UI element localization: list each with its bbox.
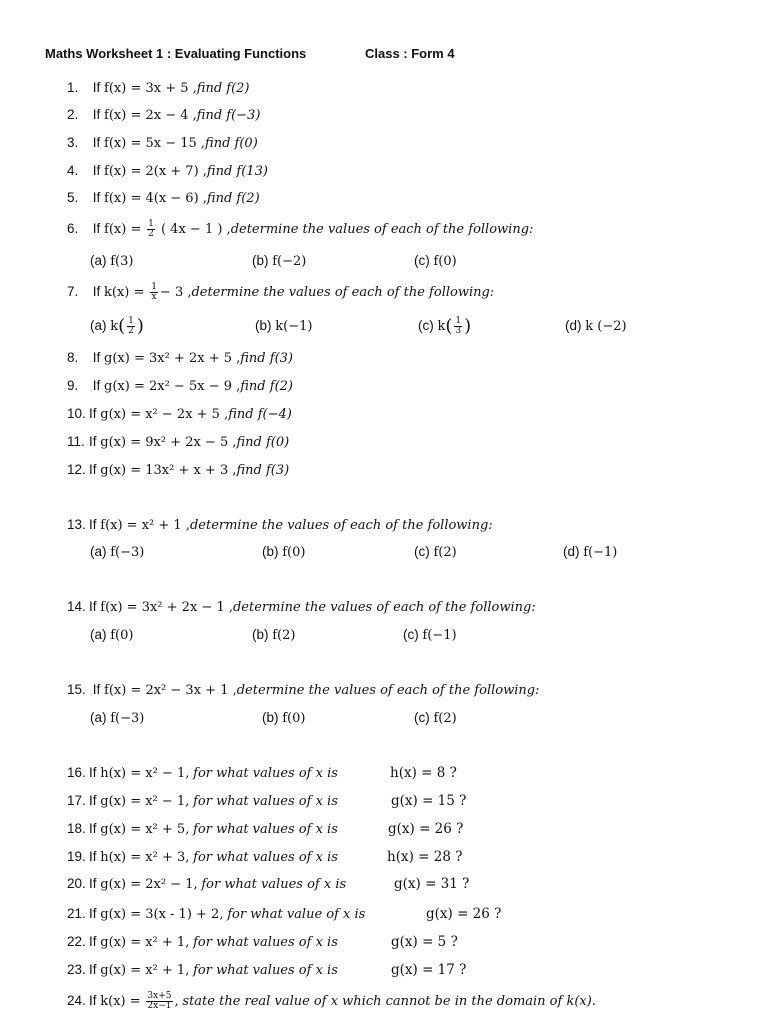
- question-number: 20.: [67, 876, 86, 891]
- question-8: [67, 349, 293, 368]
- part-label: (c): [414, 544, 434, 559]
- question-prefix: If: [92, 190, 105, 205]
- question-number: 12.: [67, 462, 86, 477]
- part-expression: k (−2): [585, 319, 627, 334]
- fraction: [454, 317, 462, 336]
- part-expression: f(−1): [422, 628, 457, 643]
- question-prefix: If: [92, 378, 105, 393]
- question-12: [67, 461, 289, 480]
- question-prefix: If: [89, 599, 101, 614]
- fraction-numerator: 1: [148, 219, 154, 229]
- question-22: [67, 933, 338, 952]
- question-prefix: If: [92, 107, 105, 122]
- question-number: 9.: [67, 378, 79, 393]
- question-expression: f(x) = 2x² − 3x + 1 ,: [104, 683, 237, 698]
- question-number: 7.: [67, 284, 79, 300]
- part-label: (c): [414, 710, 434, 725]
- fraction: [146, 992, 172, 1011]
- question-17: [67, 792, 338, 811]
- question-expression-rest: − 3 ,: [159, 285, 192, 301]
- question-7: [67, 283, 494, 302]
- question-prefix: If: [89, 765, 101, 780]
- question-expression: g(x) = 3(x - 1) + 2,: [100, 907, 224, 922]
- question-prefix: If: [89, 849, 101, 864]
- part-expression: f(2): [433, 545, 457, 560]
- part-c: [403, 626, 457, 645]
- question-expression: f(x) =: [104, 222, 142, 238]
- part-expression: f(2): [272, 628, 296, 643]
- fraction-denominator: 2: [148, 229, 154, 239]
- question-1: [67, 79, 250, 98]
- question-expression: g(x) = 9x² + 2x − 5 ,: [100, 435, 237, 450]
- question-prefix: If: [89, 793, 101, 808]
- question-instruction: for what values of x is: [193, 794, 338, 809]
- question-number: 21.: [67, 906, 86, 921]
- part-b: [252, 626, 295, 645]
- question-16-condition: h(x) = 8 ?: [390, 765, 457, 781]
- part-expression: f(0): [110, 628, 134, 643]
- question-20: [67, 875, 346, 894]
- question-14: [67, 598, 536, 617]
- fraction-denominator: 3: [455, 326, 462, 336]
- fraction-denominator: 2: [128, 326, 134, 336]
- question-prefix: If: [92, 163, 105, 178]
- question-5: [67, 189, 260, 208]
- fraction-numerator: 1: [151, 282, 157, 292]
- part-b: [252, 252, 306, 271]
- part-label: (d): [563, 544, 584, 559]
- question-number: 14.: [67, 599, 86, 614]
- question-22-condition: g(x) = 5 ?: [391, 934, 458, 950]
- question-21: [67, 905, 365, 924]
- question-9: [67, 377, 293, 396]
- question-expression: f(x) = 3x + 5 ,: [104, 81, 197, 96]
- question-number: 24.: [67, 993, 86, 1009]
- question-expression: g(x) = x² − 1,: [100, 794, 190, 809]
- part-expression: k: [110, 319, 119, 335]
- question-3: [67, 134, 258, 153]
- part-c: [414, 252, 457, 271]
- part-b: [262, 709, 305, 728]
- question-number: 16.: [67, 765, 86, 780]
- part-a: [90, 709, 144, 728]
- left-paren: (: [445, 315, 453, 337]
- fraction-denominator: 2x−1: [147, 1001, 172, 1011]
- question-prefix: If: [92, 221, 105, 237]
- part-a: [90, 317, 144, 336]
- question-number: 18.: [67, 821, 86, 836]
- part-c: [414, 709, 457, 728]
- question-instruction: for what values of x is: [193, 963, 338, 978]
- question-expression: f(x) = 5x − 15 ,: [104, 136, 206, 151]
- part-label: (b): [262, 544, 283, 559]
- question-prefix: If: [89, 462, 101, 477]
- question-4: [67, 162, 268, 181]
- question-expression-rest: ,: [174, 994, 179, 1010]
- part-a: [90, 543, 144, 562]
- question-18: [67, 820, 338, 839]
- question-number: 6.: [67, 221, 79, 237]
- question-instruction: for what value of x is: [227, 907, 366, 922]
- question-instruction: for what values of x is: [193, 850, 338, 865]
- part-expression: k: [437, 319, 446, 335]
- question-19-condition: h(x) = 28 ?: [387, 849, 463, 865]
- question-prefix: If: [92, 284, 105, 300]
- question-prefix: If: [89, 876, 101, 891]
- question-number: 17.: [67, 793, 86, 808]
- part-expression: k(−1): [275, 319, 313, 334]
- question-instruction: state the real value of x which cannot be in the domain of k(x).: [182, 994, 596, 1010]
- part-a: [90, 252, 133, 271]
- part-label: (b): [252, 627, 273, 642]
- question-instruction: for what values of x is: [193, 766, 338, 781]
- question-number: 15.: [67, 682, 86, 697]
- question-instruction: determine the values of each of the following:: [191, 285, 495, 301]
- part-label: (a): [90, 544, 111, 559]
- part-expression: f(−3): [110, 711, 145, 726]
- left-paren: (: [118, 315, 126, 337]
- fraction-denominator: x: [151, 292, 157, 302]
- question-expression-rest: ( 4x − 1 ) ,: [156, 222, 231, 238]
- question-expression: k(x) =: [100, 994, 141, 1010]
- part-label: (c): [403, 627, 423, 642]
- question-24: [67, 992, 596, 1011]
- part-expression: f(2): [433, 711, 457, 726]
- part-d: [565, 317, 627, 336]
- part-expression: f(−2): [272, 254, 307, 269]
- question-instruction: find f(0): [236, 435, 290, 450]
- question-10: [67, 405, 292, 424]
- question-16: [67, 764, 338, 783]
- question-expression: g(x) = 2x² − 1,: [100, 877, 198, 892]
- question-expression: h(x) = x² + 3,: [100, 850, 190, 865]
- question-number: 3.: [67, 135, 79, 150]
- question-instruction: determine the values of each of the following:: [232, 600, 536, 615]
- part-expression: f(−1): [583, 545, 618, 560]
- question-number: 11.: [67, 434, 85, 449]
- question-instruction: find f(0): [205, 136, 258, 151]
- part-label: (c): [418, 318, 438, 334]
- part-expression: f(0): [433, 254, 457, 269]
- question-number: 22.: [67, 934, 86, 949]
- question-17-condition: g(x) = 15 ?: [391, 793, 467, 809]
- question-number: 19.: [67, 849, 86, 864]
- question-expression: f(x) = 3x² + 2x − 1 ,: [100, 600, 233, 615]
- fraction: [150, 283, 158, 302]
- question-instruction: find f(3): [240, 351, 293, 366]
- question-prefix: If: [89, 962, 101, 977]
- part-label: (a): [90, 627, 111, 642]
- part-expression: f(0): [282, 545, 306, 560]
- question-number: 5.: [67, 190, 79, 205]
- question-number: 13.: [67, 517, 86, 532]
- class-label: Class : Form 4: [365, 46, 455, 61]
- part-c: [414, 543, 457, 562]
- question-23: [67, 961, 338, 980]
- question-expression: g(x) = 3x² + 2x + 5 ,: [104, 351, 241, 366]
- question-number: 23.: [67, 962, 86, 977]
- question-expression: g(x) = x² − 2x + 5 ,: [100, 407, 229, 422]
- part-expression: f(3): [110, 254, 134, 269]
- worksheet-title: Maths Worksheet 1 : Evaluating Functions: [45, 46, 307, 61]
- question-number: 2.: [67, 107, 79, 122]
- part-label: (a): [90, 710, 111, 725]
- fraction: [127, 317, 135, 336]
- part-label: (a): [90, 318, 111, 334]
- question-instruction: find f(−4): [228, 407, 292, 422]
- question-prefix: If: [89, 406, 101, 421]
- question-instruction: determine the values of each of the following:: [189, 518, 493, 533]
- part-expression: f(−3): [110, 545, 145, 560]
- question-prefix: If: [89, 517, 101, 532]
- question-15: [67, 681, 539, 700]
- question-prefix: If: [89, 934, 101, 949]
- question-prefix: If: [89, 821, 101, 836]
- question-instruction: find f(2): [206, 191, 260, 206]
- part-label: (b): [252, 253, 273, 268]
- fraction: [147, 220, 155, 239]
- question-expression: f(x) = 2(x + 7) ,: [104, 164, 207, 179]
- question-expression: g(x) = x² + 1,: [100, 963, 190, 978]
- question-instruction: for what values of x is: [201, 877, 347, 892]
- question-21-condition: g(x) = 26 ?: [426, 906, 502, 922]
- question-instruction: determine the values of each of the following:: [230, 222, 534, 238]
- question-prefix: If: [92, 350, 105, 365]
- question-prefix: If: [89, 993, 101, 1009]
- question-instruction: find f(3): [236, 463, 290, 478]
- question-instruction: for what values of x is: [193, 822, 338, 837]
- fraction-numerator: 1: [128, 316, 134, 326]
- question-prefix: If: [89, 906, 101, 921]
- question-expression: g(x) = 13x² + x + 3 ,: [100, 463, 237, 478]
- part-expression: f(0): [282, 711, 306, 726]
- question-instruction: find f(13): [206, 164, 268, 179]
- question-instruction: find f(2): [240, 379, 293, 394]
- question-19: [67, 848, 338, 867]
- question-expression: f(x) = 2x − 4 ,: [104, 108, 197, 123]
- question-number: 4.: [67, 163, 79, 178]
- question-expression: g(x) = 2x² − 5x − 9 ,: [104, 379, 241, 394]
- question-expression: g(x) = x² + 1,: [100, 935, 190, 950]
- question-instruction: find f(2): [196, 81, 250, 96]
- question-prefix: If: [92, 135, 105, 150]
- right-paren: ): [464, 315, 472, 337]
- question-11: [67, 433, 289, 452]
- question-expression: k(x) =: [104, 285, 145, 301]
- question-prefix: If: [92, 80, 105, 95]
- part-label: (d): [565, 318, 586, 333]
- part-label: (a): [90, 253, 111, 268]
- part-c: [418, 317, 471, 336]
- question-6: [67, 220, 533, 239]
- part-label: (c): [414, 253, 434, 268]
- question-number: 10.: [67, 406, 86, 421]
- part-b: [255, 317, 312, 336]
- question-number: 1.: [67, 80, 79, 95]
- fraction-numerator: 3x+5: [147, 991, 172, 1001]
- question-instruction: for what values of x is: [193, 935, 338, 950]
- question-expression: g(x) = x² + 5,: [100, 822, 190, 837]
- question-prefix: If: [89, 682, 105, 697]
- question-expression: h(x) = x² − 1,: [100, 766, 190, 781]
- question-20-condition: g(x) = 31 ?: [394, 876, 470, 892]
- question-instruction: determine the values of each of the following:: [236, 683, 540, 698]
- question-13: [67, 516, 493, 535]
- part-d: [563, 543, 617, 562]
- part-b: [262, 543, 305, 562]
- question-2: [67, 106, 260, 125]
- fraction-numerator: 1: [455, 316, 462, 326]
- question-instruction: find f(−3): [196, 108, 261, 123]
- question-prefix: If: [89, 434, 101, 449]
- question-23-condition: g(x) = 17 ?: [391, 962, 467, 978]
- part-label: (b): [255, 318, 276, 333]
- part-a: [90, 626, 133, 645]
- part-label: (b): [262, 710, 283, 725]
- question-expression: f(x) = 4(x − 6) ,: [104, 191, 207, 206]
- question-number: 8.: [67, 350, 79, 365]
- question-18-condition: g(x) = 26 ?: [388, 821, 464, 837]
- right-paren: ): [136, 315, 144, 337]
- question-expression: f(x) = x² + 1 ,: [100, 518, 190, 533]
